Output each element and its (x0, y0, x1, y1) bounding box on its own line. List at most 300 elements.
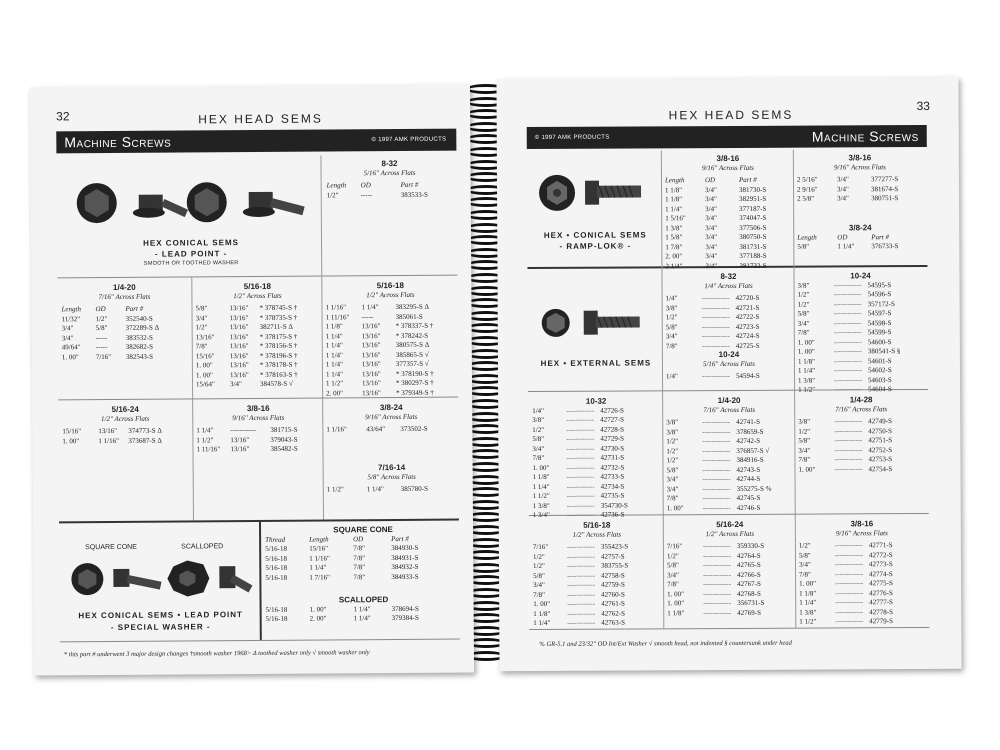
table-cell: 13/16" (362, 388, 381, 397)
leader-dots: ------------ (703, 589, 732, 598)
table-cell: 3/4" (61, 333, 74, 342)
table-title: 8-32 (381, 158, 398, 169)
leader-dots: ------------ (701, 312, 730, 322)
table-cell: 42730-S (600, 444, 625, 453)
table-cell: 382543-S (125, 352, 154, 361)
table-cell: 1 1/4" (532, 482, 550, 491)
leader-dots: ------------ (567, 599, 596, 608)
spec-table-scalloped (266, 595, 462, 625)
table-cell: 42734-S (600, 482, 625, 491)
spec-table-8-32 (665, 272, 791, 352)
table-cell: 7/8" (533, 590, 545, 599)
section-banner (527, 125, 927, 149)
leader-dots: ------------ (701, 322, 730, 331)
column-header: OD (360, 181, 371, 190)
spec-table-5-16-18 (533, 520, 662, 628)
table-cell: 13/16" (361, 350, 381, 359)
leader-dots: ------------ (835, 588, 864, 597)
table-title: 7/16-14 (378, 462, 406, 473)
table-title: 10-24 (718, 349, 740, 360)
leader-dots: ------------ (566, 453, 595, 462)
table-cell: 383533-S (400, 190, 428, 199)
table-cell: 42724-S (735, 331, 760, 340)
table-cell: 42741-S (736, 417, 761, 426)
table-cell: 3/4" (705, 185, 717, 194)
table-cell: 1 1/16" (309, 553, 330, 563)
table-cell: * 378745-S † (259, 303, 298, 312)
table-row (196, 380, 320, 390)
divider (57, 275, 457, 279)
banner-title: Machine Screws (64, 133, 172, 151)
leader-dots: ------------ (701, 341, 730, 350)
leader-dots: ------------ (833, 366, 862, 375)
table-cell: 1 1/16" (326, 425, 347, 434)
table-cell: 42752-S (868, 445, 893, 454)
column-header: Part # (391, 534, 409, 543)
table-cell: 13/16" (361, 379, 381, 388)
table-cell: * 378196-S † (259, 351, 298, 360)
table-cell: 377188-S (739, 251, 767, 260)
leader-dots: ------------ (566, 444, 595, 453)
table-cell: 49/64" (61, 343, 81, 352)
table-cell: 1 1/4" (325, 350, 343, 359)
spec-table-7-16-14 (327, 463, 457, 495)
table-cell: 42725-S (735, 341, 760, 350)
leader-dots: ------------ (566, 415, 595, 424)
table-cell: 15/16" (309, 544, 329, 553)
leader-dots: ------------ (703, 570, 732, 579)
table-cell: 1. 00" (532, 463, 550, 472)
spec-table-square-cone (265, 525, 461, 583)
table-cell: 1/2" (532, 425, 545, 434)
table-cell: 42735-S (600, 491, 625, 500)
table-row (797, 194, 923, 204)
table-cell: 42771-S (868, 541, 893, 550)
table-cell: ----- (95, 343, 108, 352)
table-cell: 3/4" (195, 313, 208, 322)
table-cell: * 378163-S † (259, 370, 298, 379)
table-row (533, 618, 661, 628)
table-cell: 42729-S (600, 434, 625, 443)
table-cell: 1/2" (95, 314, 108, 323)
table-cell: 42720-S (735, 293, 760, 302)
leader-dots: ------------ (567, 590, 596, 599)
table-cell: 42745-S (736, 493, 761, 502)
table-cell: 5/16-18 (265, 554, 288, 563)
table-cell: 373502-S (400, 424, 428, 433)
table-cell: 42773-S (868, 560, 893, 569)
table-cell: 359330-S (736, 541, 765, 550)
table-cell: 1 3/8" (798, 376, 816, 385)
leader-dots: ------------ (833, 290, 862, 299)
catalog-page-right (496, 77, 961, 671)
table-cell: 3/4" (705, 195, 717, 204)
table-cell: 1. 00" (195, 361, 213, 370)
table-cell: 1 1/4" (353, 614, 371, 623)
leader-dots: ------------ (702, 474, 731, 484)
special-label: HEX CONICAL SEMS • LEAD POINT (78, 610, 243, 621)
table-cell: 384931-S (391, 553, 419, 562)
leader-dots: ------------ (566, 406, 595, 415)
table-cell: 1. 00" (309, 604, 327, 614)
table-cell: 1/2" (666, 437, 679, 446)
table-cell: 2 5/16" (796, 175, 818, 184)
table-cell: 3/4" (705, 223, 718, 232)
catalog-page-left (30, 84, 474, 675)
leader-dots: ------------ (835, 569, 864, 578)
spec-table-8-32 (326, 159, 452, 201)
table-cell: 1. 00" (797, 338, 815, 347)
column-header: Length (797, 233, 817, 242)
spec-table-3-8-24 (326, 403, 456, 435)
column-header: Part # (400, 180, 419, 189)
table-cell: 1/2" (798, 541, 811, 550)
spec-table-3-8-16 (665, 154, 792, 272)
table-title: 5/16-18 (376, 280, 404, 291)
table-cell: 2. 00" (665, 252, 683, 261)
leader-dots: ------------ (702, 560, 732, 570)
table-cell: 1/2" (326, 190, 339, 199)
table-cell: 1/2" (666, 456, 679, 465)
table-cell: 382682-S (125, 342, 154, 351)
table-cell: 7/16" (532, 542, 549, 552)
table-cell: 1. 00" (195, 370, 213, 379)
table-title: 10-32 (585, 396, 607, 406)
table-cell: 5/16-18 (265, 573, 288, 582)
table-cell: 1. 00" (797, 347, 815, 356)
table-cell: 1 1/4" (361, 303, 379, 312)
table-row (533, 510, 661, 520)
table-cell: 1/2" (797, 290, 810, 299)
table-cell: 1 7/8" (665, 242, 683, 251)
table-cell: 1 1/4" (533, 618, 551, 628)
table-cell: 13/16" (230, 435, 250, 444)
table-cell: 7/8" (665, 341, 678, 350)
leader-dots: ------------ (701, 303, 730, 312)
table-cell: 13/16" (361, 369, 381, 378)
table-cell: 356731-S (737, 598, 765, 607)
table-cell: 2 5/8" (797, 194, 815, 203)
scalloped-caption: SCALLOPED (181, 543, 224, 551)
table-cell: 42778-S (869, 607, 894, 616)
table-subtitle: 5/16" Across Flats (702, 359, 755, 368)
table-cell: * 378337-S † (395, 321, 434, 330)
table-cell: 42769-S (737, 608, 762, 617)
leader-dots: ------------ (566, 482, 595, 491)
leader-dots: ------------ (834, 375, 863, 384)
table-cell: 385061-S (395, 312, 423, 321)
leader-dots: ------------ (566, 425, 595, 434)
table-cell: 13/16" (229, 323, 249, 332)
leader-dots: ------------ (701, 293, 730, 303)
table-subtitle: 1/2" Across Flats (366, 290, 415, 299)
table-cell: 13/16" (195, 332, 215, 341)
table-cell: ----- (95, 333, 108, 342)
table-cell: 1. 00" (61, 352, 79, 361)
leader-dots: ------------ (566, 463, 595, 472)
table-cell: 5/8" (532, 434, 545, 444)
spec-table-10-24 (666, 350, 792, 382)
table-cell: 7/8" (798, 455, 811, 464)
table-cell: 381674-S (871, 184, 899, 193)
table-cell: 42723-S (735, 322, 760, 331)
copyright: © 1997 AMK PRODUCTS (371, 136, 447, 144)
leader-dots: ------------ (701, 331, 730, 341)
table-cell: 54604-S (868, 385, 892, 394)
table-cell: 1 3/8" (665, 223, 683, 232)
table-cell: 378694-S (391, 604, 419, 613)
table-title: 3/8-16 (716, 153, 740, 164)
table-cell: 5/8" (95, 324, 108, 333)
table-cell: 1 1/8" (665, 185, 683, 194)
leader-dots: ------------ (702, 551, 731, 560)
table-row (62, 352, 188, 362)
spec-table-5-16-24 (667, 520, 794, 619)
table-cell: 384578-S √ (259, 379, 293, 388)
table-row (667, 608, 793, 618)
special-washer-photo (69, 556, 253, 601)
table-cell: 42757-S (600, 552, 625, 561)
table-cell: 357172-S (867, 299, 895, 308)
table-cell: 7/8" (353, 544, 366, 553)
table-subtitle: 1/2" Across Flats (705, 529, 755, 538)
table-cell: 381715-S (270, 425, 298, 434)
table-cell: 3/8" (532, 415, 545, 425)
table-cell: 7/8" (799, 570, 811, 579)
footnote: % GR-5.1 and 23/32" OD Int/Ext Washer √ smooth head, not indented § countersunk under head (539, 639, 792, 648)
table-cell: 7/8" (797, 328, 810, 337)
table-row (667, 503, 793, 513)
table-cell: 380750-S (739, 232, 767, 241)
table-cell: 42765-S (736, 560, 761, 569)
special-sub: - SPECIAL WASHER - (110, 622, 211, 632)
table-cell: 1 1/4" (799, 598, 817, 607)
table-cell: 1 5/8" (665, 233, 683, 242)
table-title: 8-32 (720, 271, 737, 282)
table-subtitle: 9/16" Across Flats (232, 413, 285, 422)
table-cell: 3/4" (797, 319, 810, 328)
table-cell: 377506-S (739, 223, 767, 232)
table-cell: 54596-S (867, 290, 892, 299)
conical-sub: - LEAD POINT - (154, 249, 228, 259)
table-cell: 11/32" (61, 314, 81, 323)
table-row (265, 572, 461, 583)
table-cell: 42760-S (601, 590, 625, 599)
table-cell: 42776-S (869, 588, 893, 597)
table-cell: 1 1/4" (837, 242, 855, 251)
table-cell: 1. 00" (667, 599, 685, 608)
leader-dots: ------------ (566, 510, 595, 519)
table-cell: 13/16" (361, 331, 381, 340)
column-header: Length (61, 305, 81, 314)
column-header: OD (95, 305, 106, 314)
table-cell: 1 1/8" (667, 608, 685, 617)
column-header: Length (326, 181, 347, 190)
table-title: 1/4-28 (849, 395, 873, 405)
page-number: 32 (56, 109, 70, 124)
table-title: 3/8-24 (848, 223, 872, 233)
table-cell: 377357-S √ (395, 359, 429, 368)
table-row (798, 385, 924, 395)
table-title: 5/16-24 (111, 404, 139, 414)
leader-dots: ------------ (566, 434, 595, 443)
divider (259, 520, 262, 640)
table-cell: 54599-S (867, 328, 892, 337)
table-cell: 384916-S (736, 455, 764, 464)
table-subtitle: 1/4" Across Flats (704, 281, 753, 290)
table-cell: 42722-S (735, 312, 760, 321)
table-cell: 3/4" (666, 484, 679, 493)
table-cell: 7/8" (667, 580, 679, 589)
table-cell: 1 1/8" (665, 195, 683, 204)
spec-table-5-16-24 (62, 404, 188, 446)
table-cell: 42762-S (601, 609, 626, 618)
table-cell: 42779-S (869, 617, 894, 626)
table-cell: 5/8" (195, 304, 208, 313)
leader-dots: ------------ (566, 491, 595, 500)
table-row (326, 425, 456, 435)
table-cell: 3/4" (705, 242, 718, 251)
table-cell: 1 7/16" (309, 572, 330, 582)
table-cell: 42767-S (737, 579, 761, 588)
table-cell: 54603-S (868, 375, 892, 384)
leader-dots: ------------ (702, 446, 731, 455)
table-cell: 13/16" (229, 313, 249, 322)
leader-dots: ------------ (702, 417, 731, 427)
table-cell: 42754-S (868, 464, 893, 473)
column-header: Part # (125, 304, 144, 313)
table-cell: 379384-S (391, 613, 419, 623)
table-cell: 1/2" (532, 552, 545, 561)
table-cell: 1 1/4" (325, 360, 343, 369)
spec-table-3-8-16-cont (797, 153, 923, 204)
leader-dots: ------------ (833, 280, 862, 289)
table-cell: ----- (360, 190, 373, 199)
spec-table-1-4-20 (61, 282, 188, 362)
table-cell: 5/16-18 (265, 544, 287, 553)
conical-small: SMOOTH OR TOOTHED WASHER (143, 260, 239, 267)
table-cell: 1 1/16" (98, 436, 120, 445)
table-cell: 380541-S § (867, 347, 901, 356)
table-cell: 7/8" (353, 572, 366, 581)
table-cell: 42774-S (869, 569, 893, 578)
table-cell: 54602-S (867, 366, 892, 375)
table-cell: 1 1/4" (196, 426, 214, 435)
table-cell: 13/16" (229, 332, 249, 341)
leader-dots: ------------ (702, 541, 731, 551)
leader-dots: ------------ (835, 607, 864, 616)
leader-dots: ------------ (834, 560, 864, 569)
spec-table-1-4-28 (798, 395, 924, 475)
table-cell: 384932-S (391, 562, 419, 572)
table-cell: 3/4" (705, 204, 717, 213)
leader-dots: ------------ (834, 417, 863, 426)
column-header: OD (837, 232, 848, 241)
table-cell: 3/4" (705, 214, 718, 223)
table-cell: 13/16" (361, 360, 381, 369)
table-cell: 1/4" (665, 372, 678, 381)
table-cell: 380575-S Δ (395, 340, 430, 349)
table-cell: 378659-S (736, 427, 764, 436)
hex-conical-sems-photo (69, 174, 309, 232)
table-cell: 13/16" (361, 341, 381, 350)
divider (661, 150, 663, 266)
table-cell: 7/8" (666, 494, 679, 503)
copyright: © 1997 AMK PRODUCTS (534, 134, 610, 142)
table-subtitle: 9/16" Across Flats (833, 162, 886, 171)
table-cell: 3/4" (705, 261, 718, 270)
table-cell: 1 1/8" (533, 609, 551, 618)
table-cell: 13/16" (98, 426, 118, 436)
table-cell: 2 1/4" (665, 261, 683, 270)
table-cell: 5/8" (797, 242, 810, 251)
leader-dots: ------------ (834, 426, 863, 435)
table-cell: 15/16" (195, 351, 215, 360)
table-cell: 54595-S (867, 280, 892, 289)
table-cell: 1/4" (665, 294, 678, 303)
table-cell: 1 3/4" (532, 510, 550, 520)
table-subtitle: 1/2" Across Flats (233, 291, 282, 300)
table-cell: 54597-S (867, 309, 892, 318)
table-cell: 3/4" (61, 324, 74, 333)
table-cell: 42749-S (868, 417, 893, 426)
leader-dots: ------------ (703, 608, 732, 617)
table-cell: 1 1/4" (366, 485, 384, 494)
table-title: 3/8-16 (848, 153, 872, 163)
table-cell: 42750-S (868, 426, 893, 435)
leader-dots: ------------ (834, 541, 863, 550)
leader-dots: ------------ (566, 501, 595, 510)
table-cell: 1 1/4" (325, 341, 343, 350)
external-sems-label: HEX • EXTERNAL SEMS (540, 358, 652, 368)
table-cell: 380751-S (871, 194, 899, 203)
table-cell: 354730-S (600, 501, 628, 510)
table-cell: 3/4" (533, 580, 545, 590)
table-cell: 1 1/8" (325, 322, 343, 331)
table-cell: 373687-S Δ (128, 436, 162, 445)
table-cell: 381732-S (739, 261, 767, 270)
table-row (797, 242, 923, 252)
table-cell: 3/8" (798, 417, 811, 426)
leader-dots: ------------ (834, 455, 863, 464)
table-cell: 1 11/16" (325, 312, 350, 321)
table-cell: 5/8" (666, 465, 679, 474)
table-cell: * 380297-S † (395, 378, 434, 387)
table-cell: 42764-S (736, 551, 761, 560)
column-header: OD (353, 534, 364, 543)
leader-dots: ------------ (701, 371, 731, 381)
table-cell: 374047-S (739, 213, 767, 222)
table-cell: 42775-S (869, 579, 893, 588)
table-cell: 1/4" (532, 406, 545, 415)
table-cell: 5/16-18 (265, 605, 288, 614)
table-subtitle: 7/16" Across Flats (703, 405, 756, 414)
leader-dots: ------------ (835, 598, 864, 607)
divider (793, 150, 795, 266)
table-cell: 1 1/4" (353, 604, 371, 613)
spec-table-3-8-24 (797, 223, 923, 252)
table-cell: 43/64" (366, 425, 386, 434)
ramp-sub: - RAMP-LOK® - (559, 241, 632, 251)
table-cell: 382711-S Δ (259, 322, 293, 331)
table-cell: 1/2" (532, 561, 545, 571)
leader-dots: ------------ (702, 465, 731, 474)
external-sems-photo (538, 302, 648, 343)
table-cell: 54598-S (867, 318, 892, 327)
conical-label: HEX CONICAL SEMS (143, 238, 240, 248)
table-cell: 1 1/2" (325, 379, 344, 388)
table-subtitle: 7/16" Across Flats (98, 292, 151, 301)
